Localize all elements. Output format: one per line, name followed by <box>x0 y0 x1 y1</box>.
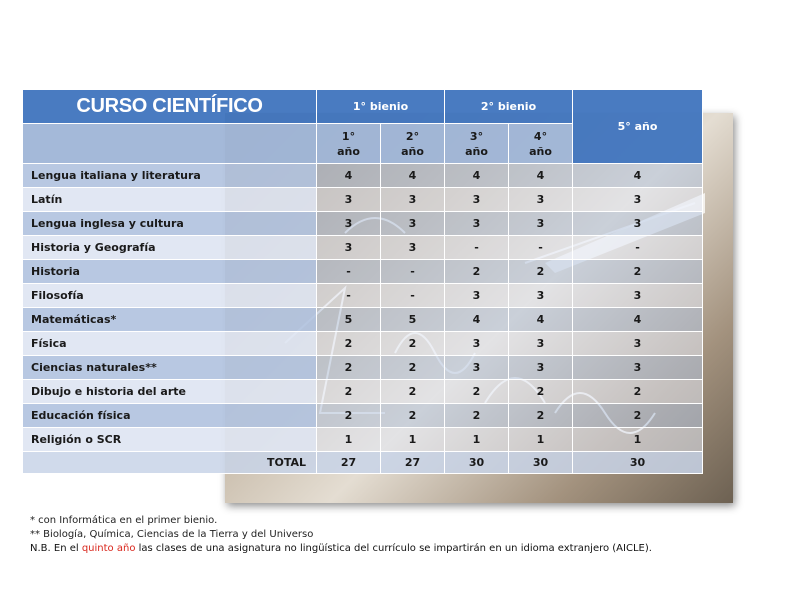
hours-cell: 2 <box>317 332 381 356</box>
hours-cell: - <box>509 236 573 260</box>
hours-cell: 3 <box>573 188 703 212</box>
table-row <box>23 188 703 212</box>
total-cell: 27 <box>381 452 445 474</box>
hours-cell: 1 <box>509 428 573 452</box>
footnotes <box>30 514 652 556</box>
hours-cell: - <box>381 284 445 308</box>
table-row <box>23 260 703 284</box>
hours-cell: 5 <box>381 308 445 332</box>
hours-cell: 1 <box>573 428 703 452</box>
hours-cell: - <box>573 236 703 260</box>
hours-cell: 3 <box>573 284 703 308</box>
hours-cell: 4 <box>381 164 445 188</box>
hours-cell: 2 <box>381 404 445 428</box>
table-row <box>23 164 703 188</box>
hours-cell: 2 <box>445 260 509 284</box>
hours-cell: 2 <box>381 332 445 356</box>
total-row <box>23 452 703 474</box>
hours-cell: 1 <box>317 428 381 452</box>
hours-cell: 3 <box>509 332 573 356</box>
hours-cell: 3 <box>445 332 509 356</box>
header-year-3: 3° año <box>445 124 509 164</box>
hours-cell: 2 <box>509 404 573 428</box>
subject-cell: Física <box>23 332 317 356</box>
total-cell: 30 <box>573 452 703 474</box>
hours-cell: - <box>317 284 381 308</box>
hours-cell: 3 <box>445 212 509 236</box>
hours-cell: 3 <box>317 212 381 236</box>
nb-suffix: las clases de una asignatura no lingüística del currículo se impartirán en un idioma extranjero (AICLE). <box>135 543 652 554</box>
table-row <box>23 332 703 356</box>
hours-cell: 3 <box>381 188 445 212</box>
hours-cell: - <box>317 260 381 284</box>
nb-prefix: N.B. En el <box>30 543 82 554</box>
header-bienio-2: 2° bienio <box>445 90 573 124</box>
subject-cell: Ciencias naturales** <box>23 356 317 380</box>
header-bienio-1: 1° bienio <box>317 90 445 124</box>
table-row <box>23 236 703 260</box>
hours-cell: 3 <box>573 212 703 236</box>
subject-cell: Historia y Geografía <box>23 236 317 260</box>
header-row-1 <box>23 90 703 124</box>
hours-cell: 3 <box>445 356 509 380</box>
hours-cell: - <box>445 236 509 260</box>
hours-cell: 3 <box>445 188 509 212</box>
subject-cell: Lengua italiana y literatura <box>23 164 317 188</box>
hours-cell: 2 <box>317 356 381 380</box>
table-row <box>23 356 703 380</box>
hours-cell: 2 <box>317 404 381 428</box>
subject-cell: Educación física <box>23 404 317 428</box>
hours-cell: 1 <box>445 428 509 452</box>
footnote-1: * con Informática en el primer bienio. <box>30 515 218 526</box>
total-cell: 30 <box>445 452 509 474</box>
hours-cell: 2 <box>381 356 445 380</box>
hours-cell: 2 <box>445 380 509 404</box>
table-row <box>23 380 703 404</box>
hours-cell: 4 <box>445 164 509 188</box>
hours-cell: 4 <box>317 164 381 188</box>
subject-cell: Filosofía <box>23 284 317 308</box>
hours-cell: 3 <box>381 212 445 236</box>
footnote-nb <box>30 542 652 556</box>
subject-cell: Matemáticas* <box>23 308 317 332</box>
hours-cell: 1 <box>381 428 445 452</box>
hours-cell: - <box>381 260 445 284</box>
hours-cell: 2 <box>573 260 703 284</box>
hours-cell: 3 <box>509 356 573 380</box>
hours-cell: 2 <box>317 380 381 404</box>
hours-cell: 4 <box>573 164 703 188</box>
hours-cell: 4 <box>573 308 703 332</box>
header-year-4: 4° año <box>509 124 573 164</box>
subject-cell: Lengua inglesa y cultura <box>23 212 317 236</box>
total-cell: 27 <box>317 452 381 474</box>
header-quinto-ano: 5° año <box>573 90 703 164</box>
table-row <box>23 428 703 452</box>
hours-cell: 3 <box>573 332 703 356</box>
subject-cell: Religión o SCR <box>23 428 317 452</box>
hours-cell: 2 <box>573 404 703 428</box>
hours-cell: 2 <box>573 380 703 404</box>
subject-cell: Historia <box>23 260 317 284</box>
hours-cell: 2 <box>445 404 509 428</box>
hours-cell: 2 <box>381 380 445 404</box>
table-title: CURSO CIENTÍFICO <box>23 90 317 124</box>
hours-cell: 4 <box>509 164 573 188</box>
table-row <box>23 284 703 308</box>
hours-cell: 3 <box>509 284 573 308</box>
table-row <box>23 404 703 428</box>
total-label: TOTAL <box>23 452 317 474</box>
hours-cell: 4 <box>445 308 509 332</box>
table-row <box>23 308 703 332</box>
hours-cell: 5 <box>317 308 381 332</box>
footnote-2: ** Biología, Química, Ciencias de la Tierra y del Universo <box>30 529 314 540</box>
total-cell: 30 <box>509 452 573 474</box>
hours-cell: 2 <box>509 260 573 284</box>
hours-cell: 4 <box>509 308 573 332</box>
hours-cell: 2 <box>509 380 573 404</box>
header-blank-cell <box>23 124 317 164</box>
subject-cell: Latín <box>23 188 317 212</box>
header-year-1: 1° año <box>317 124 381 164</box>
course-table <box>22 89 703 474</box>
subject-cell: Dibujo e historia del arte <box>23 380 317 404</box>
hours-cell: 3 <box>509 188 573 212</box>
nb-highlight: quinto año <box>81 543 136 554</box>
header-year-2: 2° año <box>381 124 445 164</box>
hours-cell: 3 <box>317 188 381 212</box>
hours-cell: 3 <box>381 236 445 260</box>
hours-cell: 3 <box>445 284 509 308</box>
hours-cell: 3 <box>317 236 381 260</box>
table-row <box>23 212 703 236</box>
hours-cell: 3 <box>573 356 703 380</box>
hours-cell: 3 <box>509 212 573 236</box>
